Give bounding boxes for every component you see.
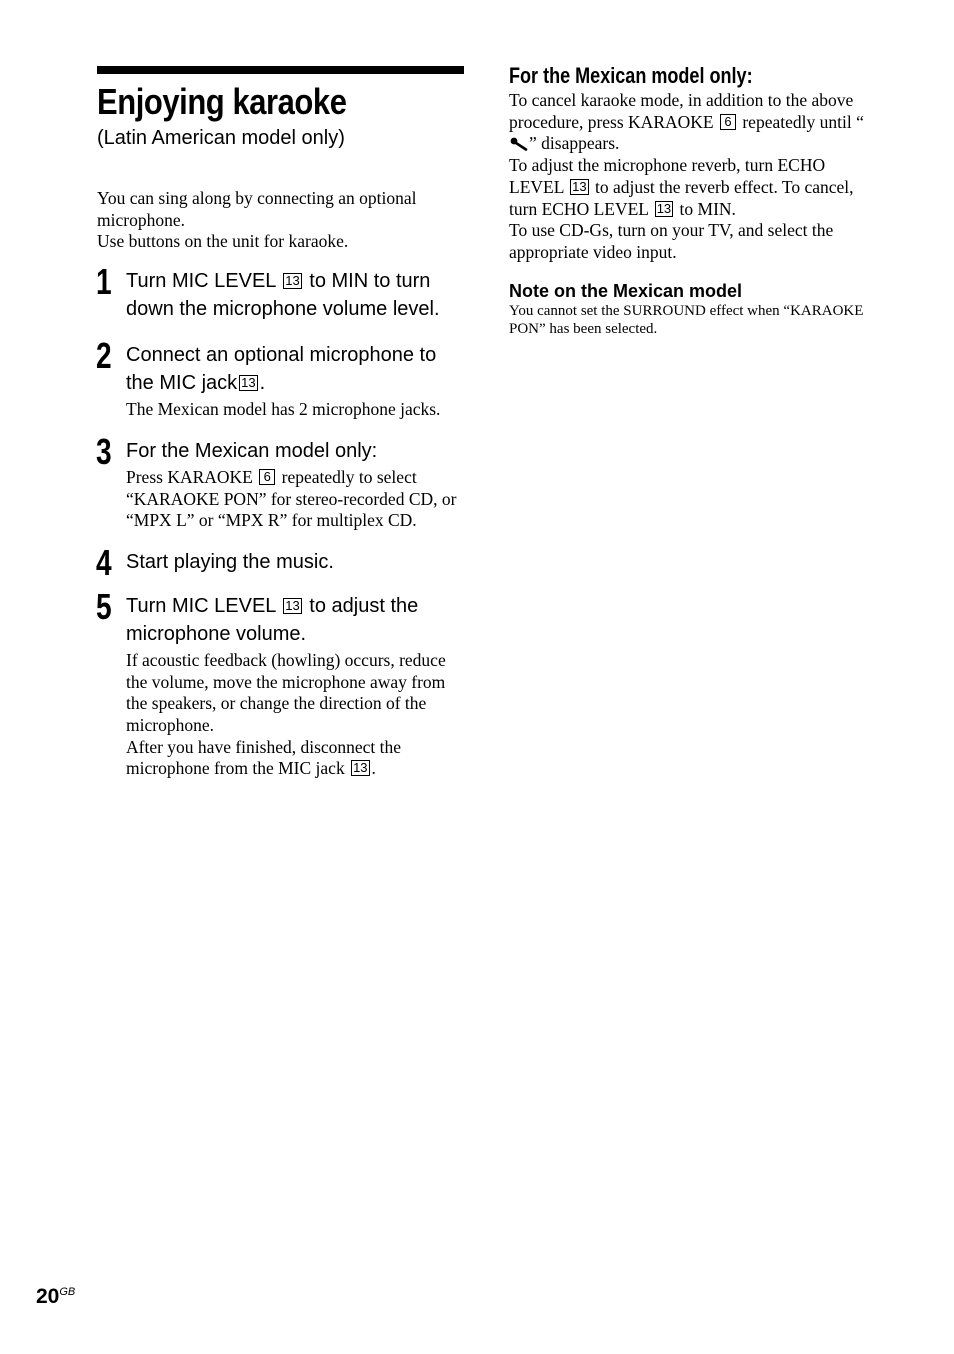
step-body-text: repeatedly to select “KARAOKE PON” for stereo-recorded CD, or “MPX L” or “MPX R” for multiplex CD.	[126, 466, 457, 531]
step-heading-text: to adjust the microphone volume.	[126, 594, 419, 645]
item-ref-box: 13	[572, 178, 587, 194]
step-3	[96, 430, 464, 532]
step-heading	[126, 592, 464, 648]
step-body	[126, 650, 464, 780]
step-heading-text: Connect an optional microphone to the MIC jack	[126, 344, 437, 395]
step-heading: For the Mexican model only:	[126, 439, 378, 462]
item-ref-box: 13	[353, 760, 368, 776]
step-number: 1	[96, 261, 112, 303]
note-heading: Note on the Mexican model	[509, 280, 743, 301]
paragraph-cancel	[509, 90, 874, 155]
step-5	[96, 585, 464, 780]
section-heading: For the Mexican model only:	[509, 63, 753, 88]
step-heading-text: Turn MIC LEVEL	[126, 594, 276, 617]
page-number-value: 20	[36, 1285, 60, 1308]
step-body-line	[126, 737, 464, 780]
item-ref-box: 13	[241, 375, 256, 391]
step-4	[96, 541, 464, 583]
paragraph-text: to MIN.	[679, 198, 736, 219]
left-column	[97, 66, 464, 780]
intro-line-1: You can sing along by connecting an optional microphone.	[97, 188, 417, 230]
step-body: The Mexican model has 2 microphone jacks.	[126, 399, 441, 420]
page-number	[36, 1285, 75, 1309]
step-heading-text: to MIN to turn down the microphone volume level.	[126, 270, 440, 321]
step-number: 3	[96, 430, 112, 472]
step-number: 4	[96, 541, 112, 583]
step-heading-text: .	[259, 372, 266, 395]
paragraph-text: ” disappears.	[529, 133, 620, 154]
intro-text	[97, 188, 464, 253]
step-heading-text: Turn MIC LEVEL	[126, 270, 276, 293]
paragraph-cdg: To use CD-Gs, turn on your TV, and select the appropriate video input.	[509, 220, 834, 262]
item-ref-box: 13	[285, 273, 300, 289]
microphone-icon	[509, 137, 529, 151]
step-heading	[126, 267, 464, 323]
note-body: You cannot set the SURROUND effect when “KARAOKE PON” has been selected.	[509, 302, 864, 337]
step-body-text: After you have finished, disconnect the microphone from the MIC jack	[126, 736, 402, 779]
right-column	[509, 62, 874, 338]
paragraph-text: To cancel karaoke mode, in addition to the above procedure, press KARAOKE	[509, 90, 854, 132]
item-ref-box: 6	[720, 114, 736, 130]
intro-line-2: Use buttons on the unit for karaoke.	[97, 231, 349, 252]
step-heading: Start playing the music.	[126, 550, 334, 573]
item-ref-box: 13	[656, 200, 672, 216]
step-number: 2	[96, 335, 112, 377]
paragraph-text: To adjust the microphone reverb, turn ECHO LEVEL	[509, 155, 826, 197]
paragraph-reverb	[509, 155, 874, 220]
step-heading	[126, 341, 464, 397]
paragraph-text: repeatedly until “	[742, 111, 864, 132]
step-1	[96, 261, 464, 323]
step-number: 5	[96, 585, 112, 627]
title-rule	[97, 66, 464, 74]
item-ref-box: 6	[259, 469, 275, 485]
page-number-suffix: GB	[59, 1286, 76, 1298]
step-body-text: .	[371, 758, 376, 779]
paragraph-text: to adjust the reverb effect. To cancel, turn ECHO LEVEL	[509, 176, 854, 219]
page-subtitle: (Latin American model only)	[97, 127, 345, 149]
step-body-text: If acoustic feedback (howling) occurs, reduce the volume, move the microphone away from the speakers, or change the direction of the microphone.	[126, 649, 446, 736]
item-ref-box: 13	[285, 597, 300, 613]
step-body	[126, 467, 464, 532]
step-body-text: Press KARAOKE	[126, 466, 253, 487]
page-title: Enjoying karaoke	[97, 81, 347, 122]
section-body	[509, 90, 874, 264]
step-2	[96, 335, 464, 421]
